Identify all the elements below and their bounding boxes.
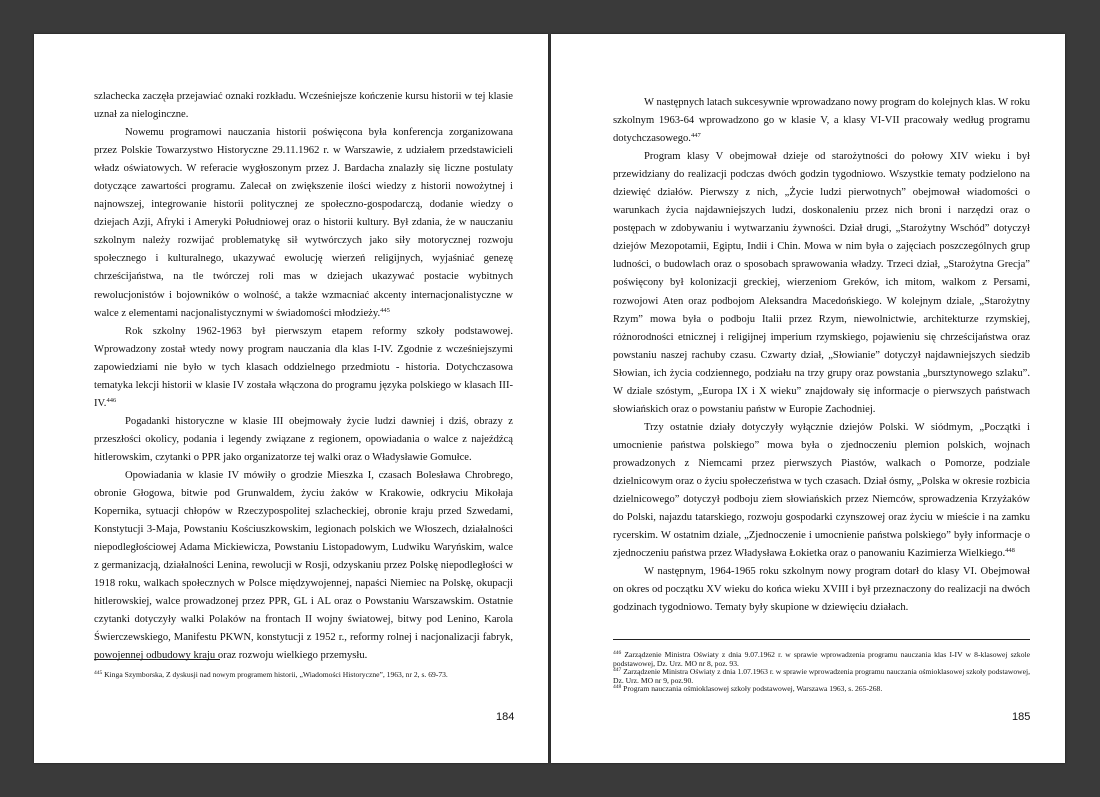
page-number: 185: [1012, 711, 1031, 723]
paragraph: Pogadanki historyczne w klasie III obejmowały życie ludzi dawniej i dziś, obrazy z przeszłości okolicy, podania i legendy związane z regionem, opowiadania o walce z najeźdźcą hitlerowskim, czytanki o PPR jako organizatorze tej walki oraz o Władysławie Gomułce.: [94, 415, 513, 463]
paragraph: Trzy ostatnie działy dotyczyły wyłącznie dziejów Polski. W siódmym, „Początki i umocnienie państwa polskiego” mowa była o zjednoczeniu plemion polskich, wojnach prowadzonych z Niemcami przez pierwszych Piastów, walkach o Pomorze, podziale dzielnicowym oraz o życiu społeczeństwa w tych czasach. Dział ósmy, „Polska w okresie rozbicia dzielnicowego” dotyczył podboju ziem słowiańskich przez Niemców, sprowadzenia Krzyżaków do Polski, najazdu tatarskiego, rozwoju gospodarki czynszowej oraz życiu w mieście i na zamku rycerskim. W ostatnim dziale, „Zjednoczenie i umocnienie państwa polskiego” były informacje o zjednoczeniu państwa przez Władysława Łokietka oraz o panowaniu Kazimierza Wielkiego.$^{448}$: [613, 421, 1030, 560]
footnote: $^{445}$ Kinga Szymborska, Z dyskusji nad nowym programem historii, „Wiadomości Historyczne”, 1963, nr 2, s. 69-73.: [94, 670, 448, 679]
footnote: $^{446}$ Zarządzenie Ministra Oświaty z dnia 9.07.1962 r. w sprawie wprowadzenia programu nauczania klas I-IV w 8-klasowej szkole podstawowej, Dz. Urz. MO nr 8, poz. 93.: [613, 650, 1030, 668]
footnote-ref: 445: [380, 306, 390, 314]
footnote-ref: 446: [106, 396, 117, 404]
page-number: 184: [496, 711, 515, 723]
paragraph: Program klasy V obejmował dzieje od starożytności do połowy XIV wieku i był przewidziany do realizacji podczas dwóch godzin tygodniowo. Wszystkie tematy podzielono na dziewięć działów. Pierwszy z nich, „Życie ludzi pierwotnych” obejmował wiadomości o warunkach życia najdawniejszych ludzi, doskonaleniu przez nich broni i narzędzi oraz o postępach w zdobywaniu i wytwarzaniu żywności. Dział drugi, „Starożytny Wschód” dotyczył dziejów Mezopotamii, Egiptu, Indii i Chin. Mowa w nim była o zajęciach poszczególnych grup ludności, o budowlach oraz o sposobach sprawowania władzy. Trzeci dział, „Starożytna Grecja” poświęcony był kolonizacji greckiej, wierzeniom Greków, ich mitom, walkom z Persami, rozwojowi Aten oraz podbojom Aleksandra Macedońskiego. W kolejnym dziale, „Starożytny Rzym” mowa była o podboju Italii przez Rzym, niewolnictwie, architekturze rzymskiej, różnorodności etnicznej i religijnej imperium rzymskiego, pojawieniu się chrześcijaństwa oraz powstaniu naszej rachuby czasu. Czwarty dział, „Słowianie” dotyczył najdawniejszych siedzib Słowian, ich życia codziennego, podziału na trzy grupy oraz powstania „bursztynowego szlaku”. W dziale szóstym, „Europa IX i X wieku” znajdowały się informacje o pierwszych państwach słowiańskich oraz o powstaniu państw w Europie Zachodniej.: [613, 151, 1030, 415]
paragraph: Rok szkolny 1962-1963 był pierwszym etapem reformy szkoły podstawowej. Wprowadzony został wtedy nowy program nauczania dla klas I-IV. Zgodnie z wcześniejszymi zapowiedziami nie było w tych klasach oddzielnego przedmiotu - historia. Dotychczasowa tematyka lekcji historii w klasie IV została włączona do programu języka polskiego w klasach III-IV.$^{446}$: [94, 325, 513, 409]
paragraph: Opowiadania w klasie IV mówiły o grodzie Mieszka I, czasach Bolesława Chrobrego, obronie Głogowa, bitwie pod Grunwaldem, życiu żaków w Krakowie, odkryciu Mikołaja Kopernika, sytuacji chłopów w Rzeczypospolitej szlacheckiej, obronie kraju przed Szwedami, Konstytucji 3-Maja, Powstaniu Kościuszkowskim, legionach polskich we Włoszech, działalności niepodległościowej Adama Mickiewicza, Powstaniu Listopadowym, Ludwiku Waryńskim, walce z germanizacją, działalności Lenina, rewolucji w Rosji, odzyskaniu przez Polskę niepodległości w 1918 roku, walkach społecznych w Polsce międzywojennej, napaści Niemiec na Polskę, okupacji hitlerowskiej, walce prowadzonej przez PPR, GL i AL oraz o Powstaniu Warszawskim. Ostatnie czytanki dotyczyły walki Polaków na frontach II wojny światowej, bitwy pod Lenino, Karola Świerczewskiego, Manifestu PKWN, konstytucji z 1952 r., reformy rolnej i nacjonalizacji fabryk, powojennej odbudowy kraju oraz rozwoju wielkiego przemysłu.: [94, 469, 513, 662]
left-page: [34, 34, 548, 763]
left-page-body: [94, 88, 513, 666]
footnotes: [94, 671, 513, 680]
footnote: $^{447}$ Zarządzenie Ministra Oświaty z dnia 1.07.1963 r. w sprawie wprowadzenia programu nauczania ośmioklasowej szkoły podstawowej, Dz. Urz. MO nr 9, poz.90.: [613, 667, 1030, 685]
paragraph: W następnym, 1964-1965 roku szkolnym nowy program dotarł do klasy VI. Obejmował on okres od początku XV wieku do końca wieku XVIII i był przeznaczony do realizacji na dwóch godzinach tygodniowo. Tematy były skupione w dziewięciu działach.: [613, 566, 1030, 614]
footnote-separator: [613, 639, 1030, 640]
right-page-body: [613, 94, 1030, 617]
paragraph: szlachecka zaczęła przejawiać oznaki rozkładu. Wcześniejsze kończenie kursu historii w tej klasie uznał za nieloginczne.: [94, 91, 513, 121]
footnotes: [613, 651, 1030, 694]
right-page: [551, 34, 1065, 763]
paragraph: Nowemu programowi nauczania historii poświęcona była konferencja zorganizowana przez Polskie Towarzystwo Historyczne 29.11.1962 r. w Warszawie, z udziałem przedstawicieli władz oświatowych. W referacie wygłoszonym przez J. Bardacha znalazły się liczne postulaty dotyczące zawartości programu. Zalecał on zwiększenie ilości wiedzy z historii nowożytnej i najnowszej, integrowanie historii politycznej ze społeczno-gospodarczą, dodanie wiedzy o dziejach Azji, Afryki i Ameryki Południowej oraz o historii kultury. Był zdania, że w nauczaniu szkolnym należy rozwijać problematykę sił wytwórczych jako siły motorycznej rozwoju społecznego i kulturalnego, ukazywać ewolucję wierzeń religijnych, wyjaśniać genezę chrześcijaństwa, na tle twórczej roli mas w dziejach ukazywać postacie wybitnych rewolucjonistów i bojowników o wolność, a także wzmacniać akcenty internacjonalistyczne w walce z elementami nacjonalistycznymi w świadomości młodzieży.$^{445}$: [94, 127, 513, 319]
footnote-separator: [94, 659, 220, 660]
footnote-ref: 448: [1005, 547, 1015, 555]
paragraph: W następnych latach sukcesywnie wprowadzano nowy program do kolejnych klas. W roku szkolnym 1963-64 wprowadzono go w klasie V, a klasy VI-VII pracowały według programu dotychczasowego.$^{447}$: [613, 97, 1030, 145]
footnote: $^{448}$ Program nauczania ośmioklasowej szkoły podstawowej, Warszawa 1963, s. 265-268.: [613, 684, 883, 694]
footnote-ref: 447: [690, 132, 701, 140]
